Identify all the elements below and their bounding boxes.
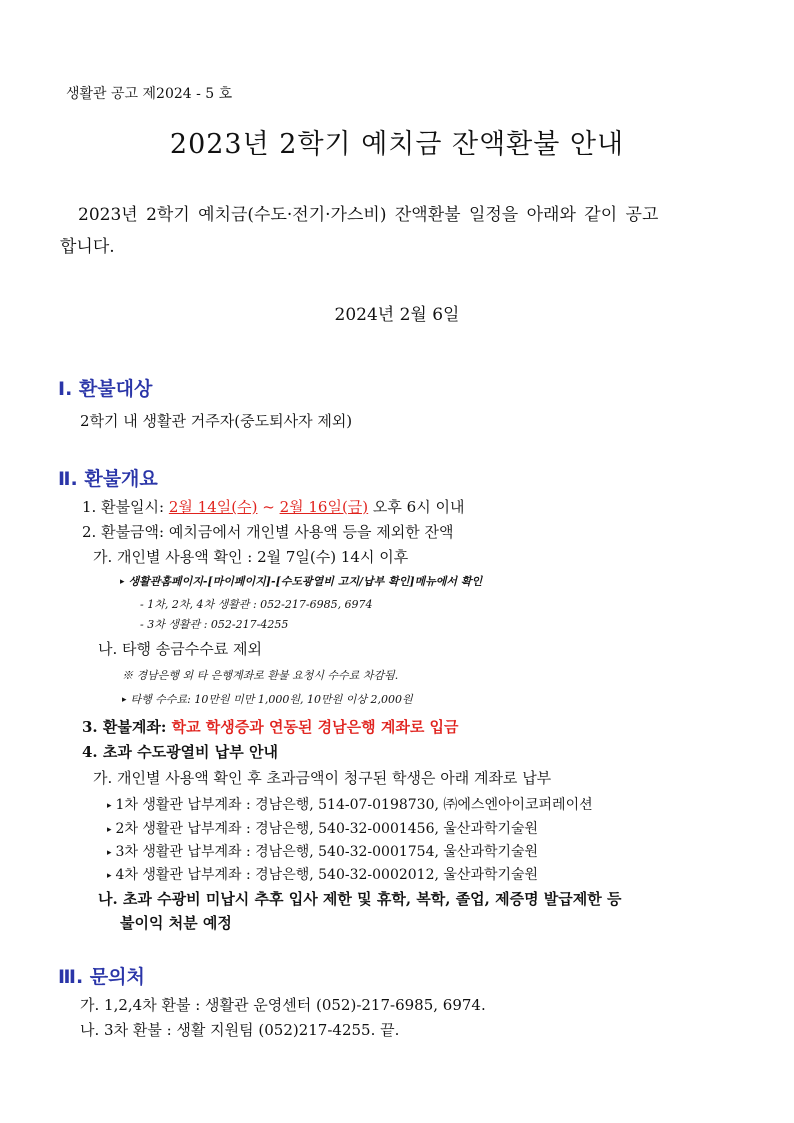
contact-line-1: 가. 1,2,4차 환불 : 생활관 운영센터 (052)-217-6985, 6974. bbox=[80, 996, 486, 1014]
refund-date-line bbox=[82, 496, 464, 517]
notice-date: 2024년 2월 6일 bbox=[334, 305, 460, 325]
fee-deduction-note: ※ 경남은행 외 타 은행계좌로 환불 요청시 수수료 차감됨. bbox=[122, 669, 399, 682]
notice-number: 생활관 공고 제2024 - 5 호 bbox=[66, 86, 233, 102]
account-text: 3차 생활관 납부계좌 : 경남은행, 540-32-0001754, 울산과학기술원 bbox=[115, 844, 539, 860]
account-text: 4차 생활관 납부계좌 : 경남은행, 540-32-0002012, 울산과학기술원 bbox=[115, 867, 539, 883]
refund-target-text: 2학기 내 생활관 거주자(중도퇴사자 제외) bbox=[80, 412, 353, 430]
penalty-notice-line-2: 불이익 처분 예정 bbox=[120, 914, 232, 932]
homepage-note-line bbox=[120, 573, 482, 589]
fee-amount-note bbox=[122, 691, 413, 707]
triangle-bullet-icon: ▸ bbox=[107, 848, 112, 858]
triangle-bullet-icon: ▸ bbox=[107, 871, 112, 881]
fee-amount-text: 타행 수수료: 10만원 미만 1,000원, 10만원 이상 2,000원 bbox=[130, 693, 413, 706]
intro-line-2: 합니다. bbox=[60, 237, 115, 257]
section-heading-refund-target: Ⅰ. 환불대상 bbox=[58, 378, 153, 400]
refund-amount-line: 2. 환불금액: 예치금에서 개인별 사용액 등을 제외한 잔액 bbox=[82, 523, 454, 541]
triangle-bullet-icon: ▸ bbox=[107, 801, 112, 811]
contact-dorm-3: - 3차 생활관 : 052-217-4255 bbox=[140, 618, 289, 631]
refund-end-date: 2월 16일(금) bbox=[279, 498, 369, 516]
penalty-notice-line-1: 나. 초과 수광비 미납시 추후 입사 제한 및 휴학, 복학, 졸업, 제증명 발급제한 등 bbox=[98, 890, 622, 908]
transfer-fee-line: 나. 타행 송금수수료 제외 bbox=[98, 640, 262, 658]
account-item bbox=[107, 841, 538, 861]
excess-payment-instruction: 가. 개인별 사용액 확인 후 초과금액이 청구된 학생은 아래 계좌로 납부 bbox=[93, 769, 552, 787]
intro-line-1: 2023년 2학기 예치금(수도·전기·가스비) 잔액환불 일정을 아래와 같이 공고 bbox=[78, 205, 659, 225]
refund-date-label: 1. 환불일시: bbox=[82, 498, 169, 516]
account-text: 1차 생활관 납부계좌 : 경남은행, 514-07-0198730, ㈜에스엔아이코퍼레이션 bbox=[115, 797, 593, 813]
page-title: 2023년 2학기 예치금 잔액환불 안내 bbox=[169, 129, 625, 160]
account-item bbox=[107, 864, 538, 884]
section-heading-contact: Ⅲ. 문의처 bbox=[58, 966, 145, 988]
homepage-note-text: 생활관홈페이지-[마이페이지]-[수도광열비 고지/납부 확인]메뉴에서 확인 bbox=[128, 575, 483, 588]
contact-dorm-1-2-4: - 1차, 2차, 4차 생활관 : 052-217-6985, 6974 bbox=[140, 598, 373, 611]
refund-start-date: 2월 14일(수) bbox=[168, 498, 258, 516]
account-item bbox=[107, 794, 593, 814]
refund-account-label: 3. 환불계좌: bbox=[82, 718, 172, 736]
refund-account-line bbox=[82, 716, 459, 737]
account-item bbox=[107, 818, 538, 838]
section-heading-refund-overview: Ⅱ. 환불개요 bbox=[58, 468, 158, 490]
refund-date-separator: ~ bbox=[257, 498, 280, 516]
account-text: 2차 생활관 납부계좌 : 경남은행, 540-32-0001456, 울산과학기술원 bbox=[115, 821, 539, 837]
refund-account-value: 학교 학생증과 연동된 경남은행 계좌로 입금 bbox=[171, 718, 459, 736]
triangle-bullet-icon: ▸ bbox=[122, 695, 127, 705]
usage-check-line: 가. 개인별 사용액 확인 : 2월 7일(수) 14시 이후 bbox=[93, 548, 409, 566]
excess-payment-heading: 4. 초과 수도광열비 납부 안내 bbox=[82, 743, 278, 761]
triangle-bullet-icon: ▸ bbox=[107, 825, 112, 835]
contact-line-2: 나. 3차 환불 : 생활 지원팀 (052)217-4255. 끝. bbox=[80, 1021, 400, 1039]
refund-time-suffix: 오후 6시 이내 bbox=[368, 498, 465, 516]
triangle-bullet-icon: ▸ bbox=[120, 577, 125, 587]
